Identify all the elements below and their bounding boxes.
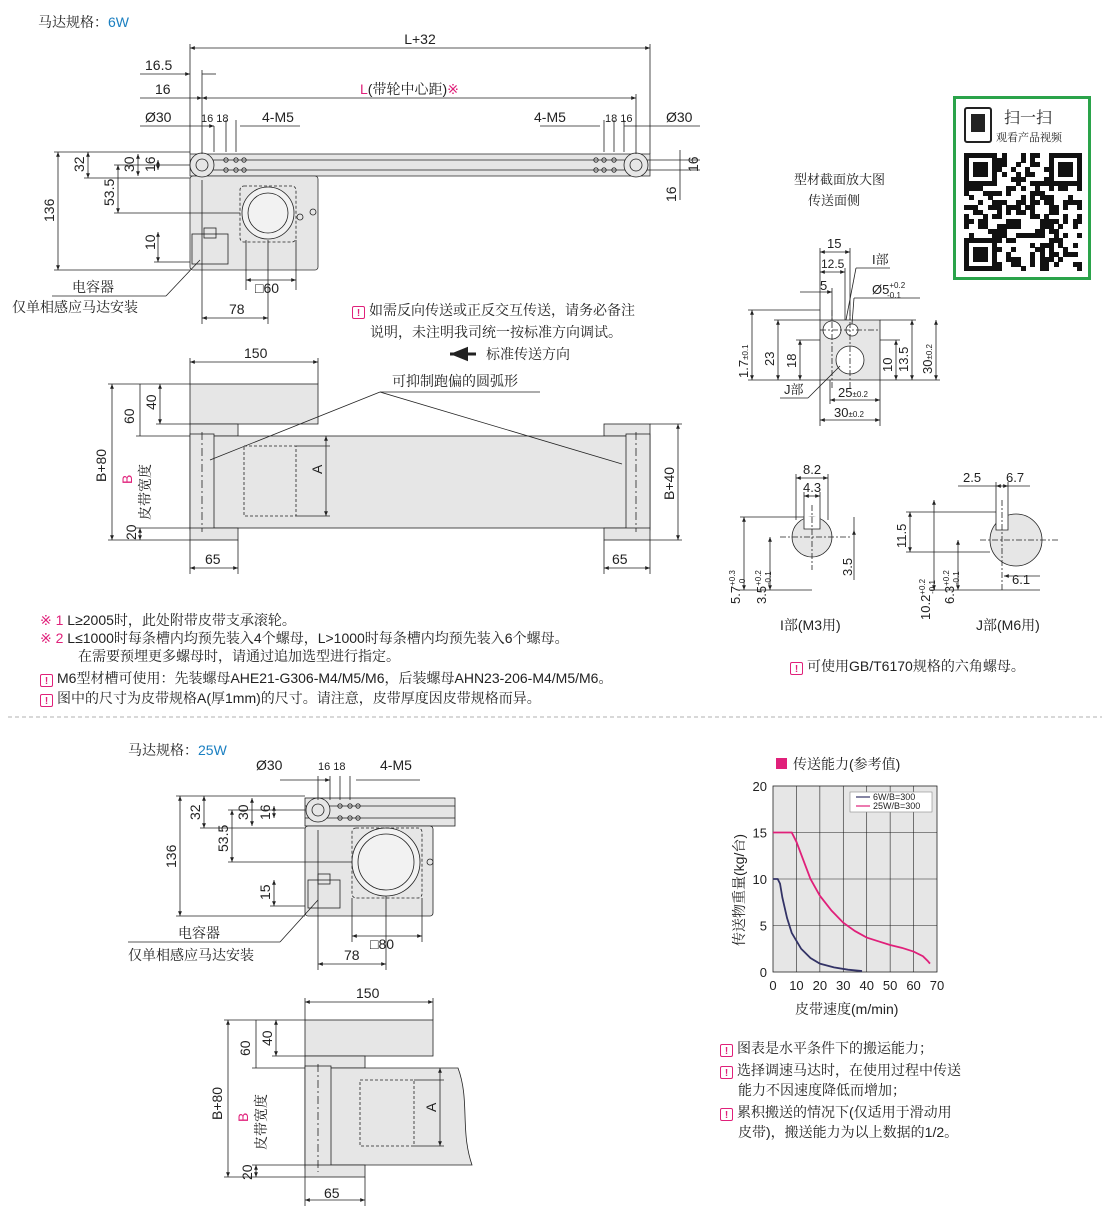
footnote-2: ※ 2 L≤1000时每条槽内均预先装入4个螺母，L>1000时每条槽内均预先装入6个螺母。	[40, 630, 569, 646]
b-dim-136: 136	[163, 844, 179, 868]
warning-icon: !	[720, 1108, 733, 1121]
side-view-6w	[190, 384, 650, 540]
chart-ylabel: 传送物重量(kg/台)	[731, 834, 747, 946]
chart-legend-entry: 25W/B=300	[873, 801, 921, 811]
detail-i-d8-2: 8.2	[803, 462, 822, 477]
b-dim-a: A	[423, 1102, 439, 1112]
profile-d23: 23	[762, 351, 777, 366]
chart-xtick: 50	[882, 978, 898, 993]
dim-65-left: 65	[205, 551, 221, 567]
chart-xtick: 70	[929, 978, 945, 993]
dim-a: A	[309, 464, 325, 474]
detail-j-d10-2: $10.2^{+0.2}-0.1$	[918, 578, 937, 620]
chart-xtick: 10	[789, 978, 804, 993]
b-belt-width-label: 皮带宽度	[253, 1094, 269, 1150]
dim-4m5-right: 4-M5	[534, 109, 566, 125]
dim-65-right: 65	[612, 551, 628, 567]
qr-title: 扫一扫	[1004, 110, 1053, 127]
footnote-3: ! M6型材槽可使用：先装螺母AHE21-G306-M4/M5/M6，后装螺母AHN23-206-M4/M5/M6。	[40, 668, 612, 688]
profile-d13-5: 13.5	[896, 346, 911, 372]
spec-25w-label: 马达规格：25W	[128, 742, 227, 758]
dim-20: 20	[123, 524, 139, 540]
dim-16-5: 16.5	[145, 57, 173, 73]
detail-j-d11-5: 11.5	[894, 523, 909, 548]
chart-title: 传送能力(参考值)	[776, 754, 900, 774]
b-dim-16: 16	[257, 804, 273, 820]
chart-note-2b: 能力不因速度降低而增加；	[738, 1082, 906, 1098]
profile-d10: 10	[880, 357, 895, 372]
dim-150: 150	[244, 345, 268, 361]
chart-ytick: 15	[752, 825, 767, 841]
chart-note-2: ! 选择调速马达时，在使用过程中传送	[720, 1060, 961, 1080]
detail-j-caption: J部(M6用)	[976, 617, 1040, 633]
b-dim-16-18: 16 18	[318, 761, 346, 773]
b-capacitor-note: 仅单相感应马达安装	[128, 947, 254, 963]
warning-icon: !	[40, 674, 53, 687]
footnote-4: ! 图中的尺寸为皮带规格A(厚1mm)的尺寸。请注意，皮带厚度因皮带规格而异。	[40, 688, 541, 708]
profile-d30v: 30±0.2	[920, 344, 935, 374]
nut-note: ! 可使用GB/T6170规格的六角螺母。	[790, 656, 1025, 676]
detail-i-d3-5a: $3.5^{+0.2}-0.1$	[754, 570, 773, 604]
profile-d15: 15	[827, 236, 842, 251]
side-view-25w	[305, 1020, 472, 1177]
direction-label: 标准传送方向	[486, 346, 570, 362]
b-dim-60: 60	[237, 1040, 253, 1056]
b-dim-150: 150	[356, 985, 380, 1001]
dim-b80: B+80	[93, 448, 109, 482]
qr-code	[964, 153, 1082, 271]
b-dim-phi30: Ø30	[256, 757, 283, 773]
warning-icon: !	[40, 694, 53, 707]
b-dim-65: 65	[324, 1185, 340, 1201]
chart-xtick: 40	[859, 978, 874, 993]
dim-30: 30	[121, 156, 137, 172]
profile-d1-7: 1.7±0.1	[736, 344, 751, 378]
capacitor-note: 仅单相感应马达安装	[12, 299, 138, 315]
profile-d30h: 30±0.2	[834, 405, 864, 420]
footnote-2b: 在需要预埋更多螺母时，请通过追加选型进行指定。	[78, 648, 400, 664]
chart-xlabel: 皮带速度(m/min)	[795, 1001, 899, 1017]
bullet-icon	[776, 758, 787, 769]
chart-ytick: 0	[759, 965, 767, 980]
chart-note-3b: 皮带)，搬送能力为以上数据的1/2。	[738, 1124, 959, 1140]
b-dim-53-5: 53.5	[215, 824, 231, 852]
dim-10: 10	[142, 234, 158, 250]
dim-78: 78	[229, 301, 245, 317]
detail-j-d2-5: 2.5	[963, 470, 982, 485]
dim-53-5: 53.5	[101, 178, 117, 206]
belt-width-label: 皮带宽度	[137, 464, 153, 520]
qr-panel[interactable]	[953, 96, 1091, 280]
profile-i-part: I部	[872, 252, 889, 267]
b-dim-78: 78	[344, 947, 360, 963]
profile-j-part: J部	[784, 382, 804, 397]
chart-xtick: 30	[836, 978, 851, 993]
dim-b: B	[119, 474, 135, 484]
chart-note-3: ! 累积搬送的情况下(仅适用于滑动用	[720, 1102, 952, 1122]
dim-b40: B+40	[661, 466, 677, 500]
qr-subtitle: 观看产品视频	[996, 132, 1062, 144]
dim-16-right2: 16	[663, 186, 679, 202]
profile-d12-5: 12.5	[821, 257, 845, 271]
phone-icon	[964, 107, 992, 143]
profile-d25: 25±0.2	[838, 385, 868, 400]
reverse-note: ! 如需反向传送或正反交互传送，请务必备注	[352, 300, 635, 320]
dim-32: 32	[71, 156, 87, 172]
dim-16-right: 16	[685, 156, 701, 172]
dim-4m5-left: 4-M5	[262, 109, 294, 125]
b-dim-20: 20	[239, 1164, 255, 1180]
detail-i-d4-3: 4.3	[803, 480, 822, 495]
chart-xtick: 0	[769, 978, 777, 993]
warning-icon: !	[720, 1066, 733, 1079]
arc-note: 可抑制跑偏的圆弧形	[392, 373, 518, 389]
detail-i-d3-5b: 3.5	[840, 557, 855, 576]
top-view-25w	[305, 798, 455, 916]
dim-16-18: 16 18	[201, 113, 229, 125]
dim-18-16: 18 16	[605, 113, 633, 125]
profile-title-2: 传送面侧	[808, 193, 861, 208]
chart-note-1: ! 图表是水平条件下的搬运能力；	[720, 1038, 933, 1058]
b-dim-sq80: □80	[370, 936, 395, 952]
profile-section	[820, 310, 880, 390]
dim-40: 40	[143, 394, 159, 410]
detail-j-d6-3: $6.3^{+0.2}-0.1$	[942, 570, 961, 604]
detail-i-d5-7: $5.7^{+0.3}0$	[728, 570, 747, 604]
profile-phi5: $Ø5^{+0.2}$ -0.1	[872, 281, 906, 300]
chart-ytick: 10	[752, 872, 767, 887]
detail-i-caption: I部(M3用)	[780, 617, 841, 633]
warning-icon: !	[352, 306, 365, 319]
profile-d18: 18	[784, 353, 799, 368]
profile-title-1: 型材截面放大图	[794, 172, 886, 187]
footnote-1: ※ 1 L≥2005时，此处附带皮带支承滚轮。	[40, 612, 296, 628]
dim-l-label: L(带轮中心距)※	[360, 81, 459, 97]
chart-legend-entry: 6W/B=300	[873, 792, 916, 802]
b-dim-b: B	[235, 1112, 251, 1122]
dim-sq60: □60	[255, 280, 280, 296]
chart-ytick: 20	[752, 779, 767, 794]
b-dim-40: 40	[259, 1030, 275, 1046]
b-dim-b80: B+80	[209, 1086, 225, 1120]
b-capacitor-label: 电容器	[178, 925, 220, 941]
top-view-6w	[190, 153, 650, 270]
reverse-note-2: 说明，未注明我司统一按标准方向调试。	[370, 324, 622, 340]
capacity-chart	[731, 779, 944, 1017]
detail-j-d6-7: 6.7	[1006, 470, 1025, 485]
dim-60: 60	[121, 408, 137, 424]
detail-j-d6-1: 6.1	[1012, 572, 1031, 587]
chart-xtick: 20	[812, 978, 828, 993]
b-dim-32: 32	[187, 804, 203, 820]
warning-icon: !	[720, 1044, 733, 1057]
chart-ytick: 5	[759, 918, 767, 934]
b-dim-15: 15	[257, 884, 273, 900]
dim-l32: L+32	[404, 31, 436, 47]
capacitor-label: 电容器	[72, 279, 114, 295]
dim-16b: 16	[142, 156, 158, 172]
warning-icon: !	[790, 662, 803, 675]
dim-16a: 16	[155, 81, 171, 97]
dim-phi30-right: Ø30	[666, 109, 693, 125]
b-dim-4m5: 4-M5	[380, 757, 412, 773]
dim-136: 136	[41, 198, 57, 222]
spec-6w-label: 马达规格：6W	[38, 14, 129, 30]
b-dim-30: 30	[235, 804, 251, 820]
chart-xtick: 60	[906, 978, 921, 993]
dim-phi30-left: Ø30	[145, 109, 172, 125]
profile-d5: 5	[820, 278, 828, 293]
